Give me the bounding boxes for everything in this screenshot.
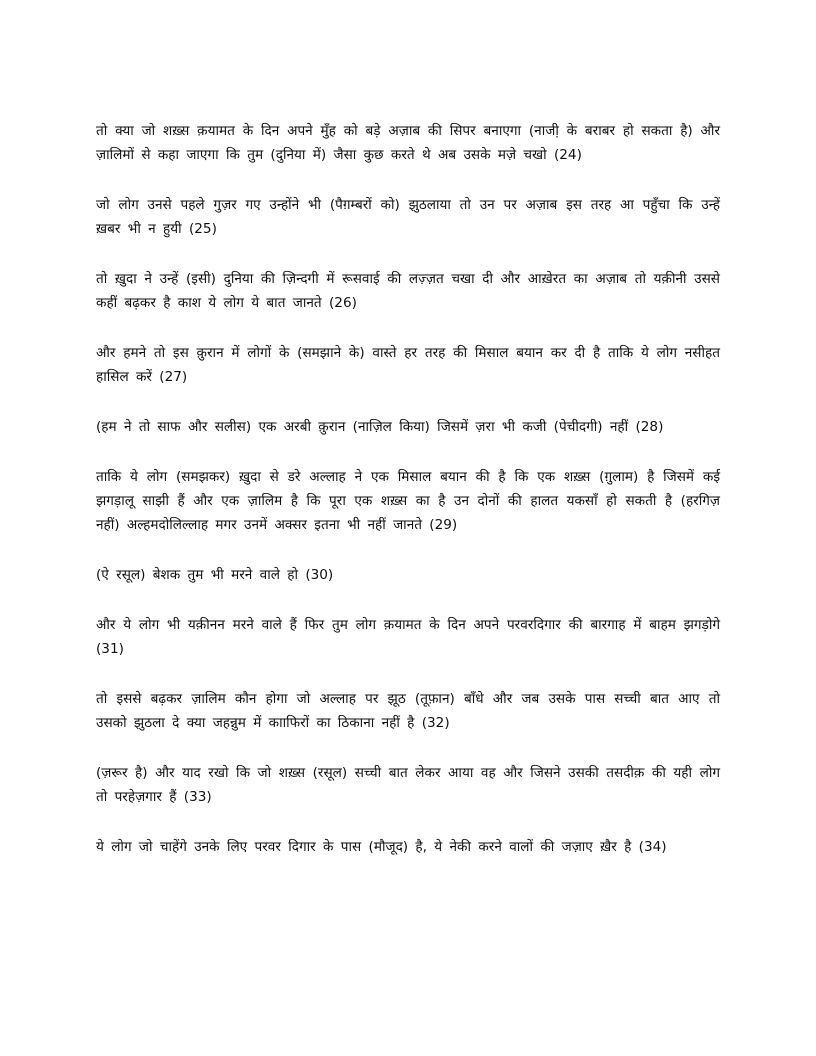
document-body: [96, 119, 720, 885]
verse-31: और ये लोग भी यक़ीनन मरने वाले हैं फिर तुम लोग क़यामत के दिन अपने परवरदिगार की बारगाह में बाहम झगड़ोगे (31): [96, 617, 720, 657]
verse-27: और हमने तो इस क़ुरान में लोगों के (समझाने के) वास्ते हर तरह की मिसाल बयान कर दी है ताकि ये लोग नसीहत हासिल करें (27): [96, 345, 720, 385]
verse-32: तो इससे बढ़कर ज़ालिम कौन होगा जो अल्लाह पर झूठ (तूफ़ान) बाँधे और जब उसके पास सच्ची बात आए तो उसको झुठला दे क्या जहन्नुम में कााफिरों का ठिकाना नहीं है (32): [96, 691, 720, 731]
verse-29: ताकि ये लोग (समझकर) ख़ुदा से डरे अल्लाह ने एक मिसाल बयान की है कि एक शख़्स (ग़ुलाम) है जिसमें कई झगड़ालू साझी हैं और एक ज़ालिम है कि पूरा एक शख़्स का है उन दोनों की हालत यकसाँ हो सकती है (हरगिज़ नहीं) अल्हमदोलिल्लाह मगर उनमें अक्सर इतना भी नहीं जानते (29): [96, 469, 720, 533]
verse-30: (ऐ रसूल) बेशक तुम भी मरने वाले हो (30): [96, 567, 334, 583]
verse-33: (ज़रूर है) और याद रखो कि जो शख़्स (रसूल) सच्ची बात लेकर आया वह और जिसने उसकी तसदीक़ की यही लोग तो परहेज़गार हैं (33): [96, 765, 720, 805]
verse-26: तो ख़ुदा ने उन्हें (इसी) दुनिया की ज़िन्दगी में रूसवाई की लज़्ज़त चखा दी और आख़ेरत का अज़ाब तो यक़ीनी उससे कहीं बढ़कर है काश ये लोग ये बात जानते (26): [96, 271, 720, 311]
verse-25: जो लोग उनसे पहले गुज़र गए उन्होंने भी (पैग़म्बरों को) झुठलाया तो उन पर अज़ाब इस तरह आ पहुँचा कि उन्हें ख़बर भी न हुयी (25): [96, 197, 720, 237]
verse-24: तो क्या जो शख़्स क़यामत के दिन अपने मुँह को बड़े अज़ाब की सिपर बनाएगा (नाजी़ के बराबर हो सकता है) और ज़ालिमों से कहा जाएगा कि तुम (दुनिया में) जैसा कुछ करते थे अब उसके मज़े चखो (24): [96, 123, 720, 163]
verse-28: (हम ने तो साफ और सलीस) एक अरबी क़ुरान (नाज़िल किया) जिसमें ज़रा भी कजी (पेचीदगी) नहीं (28): [96, 419, 664, 435]
verse-34: ये लोग जो चाहेंगे उनके लिए परवर दिगार के पास (मौजूद) है, ये नेकी करने वालों की जज़ाए ख़ैर है (34): [96, 839, 667, 855]
